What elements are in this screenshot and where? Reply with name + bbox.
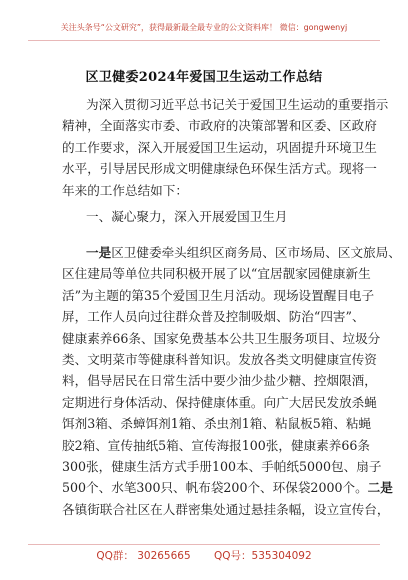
- header-divider: [28, 40, 380, 41]
- intro-paragraph: [62, 94, 389, 201]
- paragraph-line: 300张，健康生活方式手册100本、手帕纸5000包、扇子: [62, 458, 382, 474]
- paragraph-line: 类、文明菜市等健康科普知识。发放各类文明健康宣传资: [62, 351, 377, 367]
- lead-marker: 二是: [367, 480, 393, 496]
- header-banner: 关注头条号“公文研究”，获得最新最全最专业的公文资料库！ 微信：gongwenyj: [60, 23, 348, 32]
- paragraph-line: 为深入贯彻习近平总书记关于爱国卫生运动的重要指示: [86, 97, 389, 112]
- paragraph-line: 区住建局等单位共同积极开展了以“宜居靓家园健康新生: [62, 266, 371, 282]
- footer-qq-number: QQ号：535304092: [214, 550, 312, 562]
- lead-marker: 一是: [86, 245, 112, 260]
- footer: [0, 548, 408, 563]
- document-title: 区卫健委2024年爱国卫生运动工作总结: [85, 70, 323, 85]
- footer-qq-group: QQ群： 30265665: [96, 550, 191, 562]
- paragraph-line: [62, 242, 401, 263]
- paragraph-line: [62, 477, 393, 498]
- paragraph-line: 胶2箱、宣传抽纸5箱、宣传海报100张，健康素养66条: [62, 437, 370, 453]
- paragraph-line: 屏，工作人员向过往群众普及控制吸烟、防治“四害”、: [62, 309, 365, 325]
- footer-divider: [28, 544, 380, 545]
- paragraph-line: 健康素养66条、国家免费基本公共卫生服务项目、垃圾分: [62, 330, 381, 346]
- section-heading: 一、凝心聚力，深入开展爱国卫生月: [86, 209, 288, 224]
- body-paragraph: [62, 242, 401, 520]
- paragraph-line: 活”为主题的第35个爱国卫生月活动。现场设置醒目电子: [62, 287, 375, 303]
- paragraph-line: 年来的工作总结如下：: [62, 182, 188, 198]
- paragraph-line: 水平，引导居民形成文明健康绿色环保生活方式。现将一: [62, 161, 377, 177]
- paragraph-line: 定期进行身体活动、保持健康体重。向广大居民发放杀蝇: [62, 394, 377, 410]
- paragraph-text: 500个、水笔300只、帆布袋200个、环保袋2000个。: [62, 480, 368, 496]
- paragraph-line: 各镇街联合社区在人群密集处通过悬挂条幅，设立宣传台，: [62, 501, 390, 517]
- paragraph-line: 的工作要求，深入开展爱国卫生运动，巩固提升环境卫生: [62, 139, 377, 155]
- paragraph-line: 料，倡导居民在日常生活中要少油少盐少糖、控烟限酒，: [62, 373, 377, 389]
- paragraph-text: 区卫健委牵头组织区商务局、区市场局、区文旅局、: [111, 245, 401, 260]
- section-heading-container: [62, 206, 358, 227]
- paragraph-line: 饵剂3箱、杀蟑饵剂1箱、杀虫剂1箱、粘鼠板5箱、粘蝇: [62, 416, 372, 432]
- paragraph-line: 精神，全面落实市委、市政府的决策部署和区委、区政府: [62, 118, 377, 134]
